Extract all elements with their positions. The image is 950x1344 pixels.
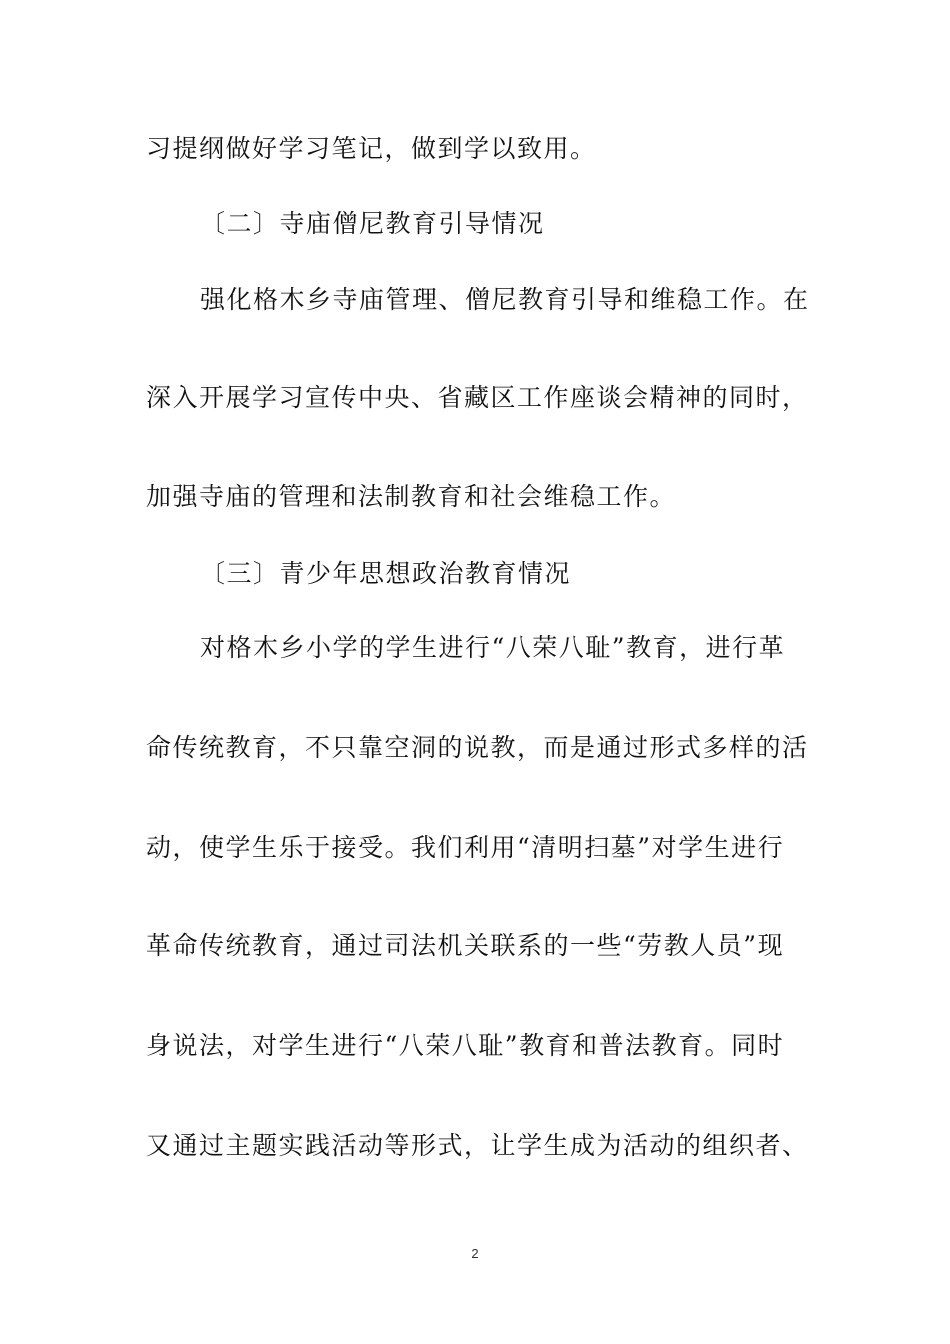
text-line-5: 加强寺庙的管理和法制教育和社会维稳工作。	[146, 482, 677, 511]
text-line-7: 对格木乡小学的学生进行“八荣八耻”教育，进行革	[200, 633, 786, 662]
text-line-1: 习提纲做好学习笔记，做到学以致用。	[146, 134, 597, 163]
section-heading-2: 〔二〕寺庙僧尼教育引导情况	[200, 209, 545, 238]
text-line-10: 革命传统教育，通过司法机关联系的一些“劳教人员”现	[146, 931, 785, 960]
section-heading-3: 〔三〕青少年思想政治教育情况	[200, 559, 572, 588]
page-number: 2	[471, 1246, 479, 1261]
text-line-4: 深入开展学习宣传中央、省藏区工作座谈会精神的同时，	[146, 383, 809, 412]
text-line-3: 强化格木乡寺庙管理、僧尼教育引导和维稳工作。在	[200, 285, 810, 314]
text-line-9: 动，使学生乐于接受。我们利用“清明扫墓”对学生进行	[146, 833, 785, 862]
text-line-12: 又通过主题实践活动等形式，让学生成为活动的组织者、	[146, 1131, 809, 1160]
text-line-11: 身说法，对学生进行“八荣八耻”教育和普法教育。同时	[146, 1031, 785, 1060]
text-line-8: 命传统教育，不只靠空洞的说教，而是通过形式多样的活	[146, 733, 809, 762]
